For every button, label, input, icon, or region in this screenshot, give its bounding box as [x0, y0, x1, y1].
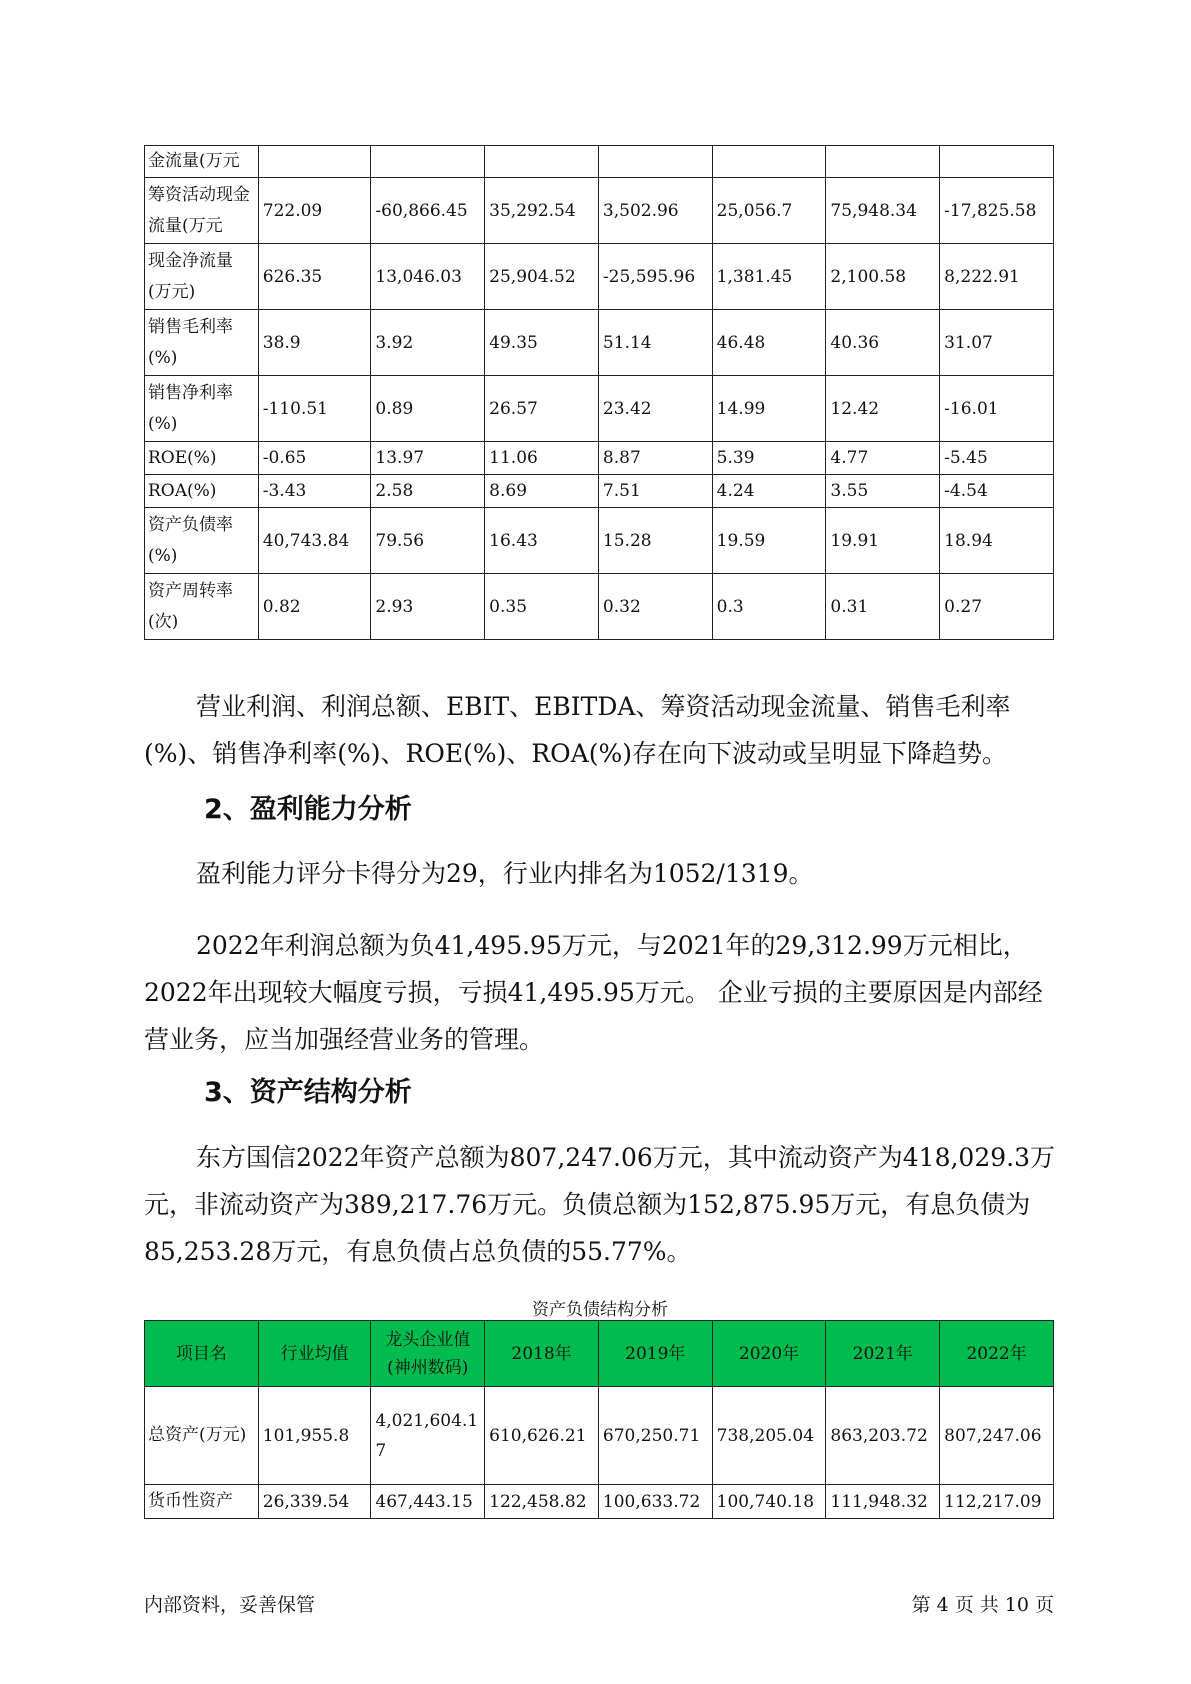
table-cell: 100,740.18: [712, 1485, 826, 1519]
table-row: [145, 178, 1054, 244]
column-header: 行业均值: [258, 1321, 371, 1387]
table-cell: 5.39: [712, 442, 826, 475]
table-cell: 0.3: [712, 574, 826, 640]
row-label: 总资产(万元): [145, 1387, 259, 1485]
row-label: 金流量(万元: [145, 146, 259, 178]
column-header: 2018年: [485, 1321, 599, 1387]
table-cell: 14.99: [712, 376, 826, 442]
table-row: [145, 475, 1054, 508]
profit-paragraph: 2022年利润总额为负41,495.95万元，与2021年的29,312.99万元相比，2022年出现较大幅度亏损，亏损41,495.95万元。 企业亏损的主要原因是内部经营业务，应当加强经营业务的管理。: [144, 931, 1043, 1054]
table-row: [145, 310, 1054, 376]
table-cell: -3.43: [258, 475, 371, 508]
table-cell: 4.24: [712, 475, 826, 508]
balance-structure-table: [144, 1320, 1054, 1519]
table-cell: 0.89: [371, 376, 485, 442]
table-cell: 1,381.45: [712, 244, 826, 310]
table-cell: 19.59: [712, 508, 826, 574]
table-cell: 38.9: [258, 310, 371, 376]
table-cell: 35,292.54: [485, 178, 599, 244]
table-cell: 8.87: [598, 442, 712, 475]
table-cell: 3,502.96: [598, 178, 712, 244]
table-cell: 13.97: [371, 442, 485, 475]
trend-paragraph: 营业利润、利润总额、EBIT、EBITDA、筹资活动现金流量、销售毛利率(%)、销售净利率(%)、ROE(%)、ROA(%)存在向下波动或呈明显下降趋势。: [144, 692, 1011, 768]
table-row: [145, 376, 1054, 442]
table-cell: 79.56: [371, 508, 485, 574]
score-paragraph: 盈利能力评分卡得分为29，行业内排名为1052/1319。: [196, 859, 814, 888]
table-cell: -4.54: [940, 475, 1054, 508]
table-cell: 2.58: [371, 475, 485, 508]
table-cell: 3.55: [826, 475, 940, 508]
table-cell: [712, 146, 826, 178]
table-cell: 467,443.15: [371, 1485, 485, 1519]
table-cell: [826, 146, 940, 178]
table-cell: -17,825.58: [940, 178, 1054, 244]
row-label: ROA(%): [145, 475, 259, 508]
table-cell: 738,205.04: [712, 1387, 826, 1485]
column-header: 2022年: [940, 1321, 1054, 1387]
table-cell: 13,046.03: [371, 244, 485, 310]
column-header: 龙头企业值(神州数码): [371, 1321, 485, 1387]
table-cell: 2,100.58: [826, 244, 940, 310]
table-cell: 15.28: [598, 508, 712, 574]
table-cell: [598, 146, 712, 178]
table-cell: 807,247.06: [940, 1387, 1054, 1485]
asset-paragraph: 东方国信2022年资产总额为807,247.06万元，其中流动资产为418,029.3万元，非流动资产为389,217.76万元。负债总额为152,875.95万元，有息负债为85,253.28万元，有息负债占总负债的55.77%。: [144, 1143, 1055, 1266]
table-caption: 资产负债结构分析: [532, 1300, 668, 1320]
column-header: 2020年: [712, 1321, 826, 1387]
table-cell: 12.42: [826, 376, 940, 442]
table-cell: 8.69: [485, 475, 599, 508]
table-cell: 122,458.82: [485, 1485, 599, 1519]
table-row: [145, 146, 1054, 178]
table-cell: -110.51: [258, 376, 371, 442]
column-header: 2019年: [598, 1321, 712, 1387]
table-cell: 40.36: [826, 310, 940, 376]
table-row: [145, 574, 1054, 640]
financial-indicators-table: [144, 145, 1054, 640]
table-cell: 25,056.7: [712, 178, 826, 244]
table-header-row: [145, 1321, 1054, 1387]
footer-confidential-note: 内部资料，妥善保管: [144, 1594, 316, 1616]
table-cell: [258, 146, 371, 178]
table-cell: 26,339.54: [258, 1485, 371, 1519]
table-row: [145, 244, 1054, 310]
table-cell: 11.06: [485, 442, 599, 475]
table-cell: 610,626.21: [485, 1387, 599, 1485]
row-label: ROE(%): [145, 442, 259, 475]
table-cell: 722.09: [258, 178, 371, 244]
table-cell: 111,948.32: [826, 1485, 940, 1519]
table-row: [145, 508, 1054, 574]
table-cell: 7.51: [598, 475, 712, 508]
table-cell: 31.07: [940, 310, 1054, 376]
section-heading-profitability: 2、盈利能力分析: [204, 794, 412, 825]
table-cell: [371, 146, 485, 178]
table-cell: -60,866.45: [371, 178, 485, 244]
table-cell: 101,955.8: [258, 1387, 371, 1485]
table-cell: 626.35: [258, 244, 371, 310]
table-cell: 51.14: [598, 310, 712, 376]
row-label: 货币性资产: [145, 1485, 259, 1519]
table-cell: 2.93: [371, 574, 485, 640]
table-cell: -0.65: [258, 442, 371, 475]
table-cell: 46.48: [712, 310, 826, 376]
table-cell: -25,595.96: [598, 244, 712, 310]
table-row: [145, 1387, 1054, 1485]
row-label: 筹资活动现金流量(万元: [145, 178, 259, 244]
row-label: 资产周转率(次): [145, 574, 259, 640]
table-row: [145, 1485, 1054, 1519]
column-header: 2021年: [826, 1321, 940, 1387]
table-cell: 0.27: [940, 574, 1054, 640]
table-cell: 0.31: [826, 574, 940, 640]
table-cell: [940, 146, 1054, 178]
table-cell: 25,904.52: [485, 244, 599, 310]
table-cell: 112,217.09: [940, 1485, 1054, 1519]
table-cell: 8,222.91: [940, 244, 1054, 310]
table-cell: 23.42: [598, 376, 712, 442]
table-cell: -16.01: [940, 376, 1054, 442]
table-cell: 4.77: [826, 442, 940, 475]
table-cell: 0.35: [485, 574, 599, 640]
footer-page-number: 第 4 页 共 10 页: [911, 1594, 1054, 1616]
table-cell: 4,021,604.17: [371, 1387, 485, 1485]
table-cell: 19.91: [826, 508, 940, 574]
column-header: 项目名: [145, 1321, 259, 1387]
table-cell: 3.92: [371, 310, 485, 376]
table-cell: 40,743.84: [258, 508, 371, 574]
table-cell: 16.43: [485, 508, 599, 574]
table-cell: 18.94: [940, 508, 1054, 574]
table-cell: 49.35: [485, 310, 599, 376]
table-cell: 26.57: [485, 376, 599, 442]
table-cell: 670,250.71: [598, 1387, 712, 1485]
table-cell: [485, 146, 599, 178]
table-cell: 0.32: [598, 574, 712, 640]
table-cell: 863,203.72: [826, 1387, 940, 1485]
row-label: 销售毛利率(%): [145, 310, 259, 376]
table-cell: 75,948.34: [826, 178, 940, 244]
table-cell: 100,633.72: [598, 1485, 712, 1519]
row-label: 资产负债率(%): [145, 508, 259, 574]
section-heading-asset-structure: 3、资产结构分析: [204, 1077, 412, 1108]
table-cell: 0.82: [258, 574, 371, 640]
row-label: 销售净利率(%): [145, 376, 259, 442]
table-cell: -5.45: [940, 442, 1054, 475]
table-row: [145, 442, 1054, 475]
row-label: 现金净流量(万元): [145, 244, 259, 310]
